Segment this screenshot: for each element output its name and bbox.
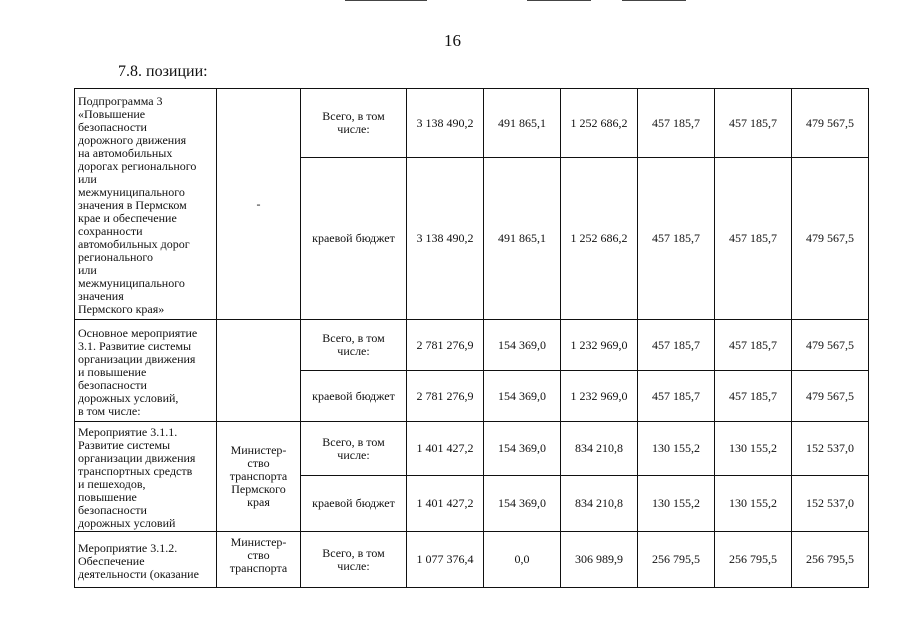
budget-table xyxy=(74,88,869,588)
activity-name-cell: Мероприятие 3.1.1. Развитие системы организации движения транспортных средств и пешеходов, повышение безопасности дорожных условий xyxy=(75,422,217,532)
amount-cell: 1 232 969,0 xyxy=(561,371,638,422)
table-row xyxy=(75,89,869,158)
amount-cell: 130 155,2 xyxy=(715,476,792,532)
amount-cell: 2 781 276,9 xyxy=(407,371,484,422)
amount-cell: 256 795,5 xyxy=(792,532,869,588)
amount-cell: 457 185,7 xyxy=(715,158,792,320)
amount-cell: 256 795,5 xyxy=(638,532,715,588)
amount-cell: 154 369,0 xyxy=(484,320,561,371)
table-row xyxy=(75,320,869,371)
top-rule xyxy=(345,0,427,1)
table-row xyxy=(75,422,869,476)
table-row xyxy=(75,532,869,588)
amount-cell: 3 138 490,2 xyxy=(407,89,484,158)
amount-cell: 0,0 xyxy=(484,532,561,588)
amount-cell: 1 232 969,0 xyxy=(561,320,638,371)
amount-cell: 1 401 427,2 xyxy=(407,422,484,476)
top-rule xyxy=(622,0,686,1)
amount-cell: 3 138 490,2 xyxy=(407,158,484,320)
amount-cell: 2 781 276,9 xyxy=(407,320,484,371)
amount-cell: 457 185,7 xyxy=(638,89,715,158)
activity-name-cell: Мероприятие 3.1.2. Обеспечение деятельности (оказание xyxy=(75,532,217,588)
amount-cell: 154 369,0 xyxy=(484,476,561,532)
section-heading: 7.8. позиции: xyxy=(118,63,208,80)
amount-cell: 457 185,7 xyxy=(715,89,792,158)
amount-cell: 457 185,7 xyxy=(638,320,715,371)
funding-source-cell: краевой бюджет xyxy=(301,158,407,320)
amount-cell: 479 567,5 xyxy=(792,371,869,422)
amount-cell: 479 567,5 xyxy=(792,320,869,371)
funding-source-cell: Всего, в том числе: xyxy=(301,320,407,371)
amount-cell: 152 537,0 xyxy=(792,422,869,476)
amount-cell: 154 369,0 xyxy=(484,422,561,476)
executor-cell: Министер- ство транспорта Пермского края xyxy=(217,422,301,532)
amount-cell: 457 185,7 xyxy=(715,320,792,371)
amount-cell: 457 185,7 xyxy=(715,371,792,422)
amount-cell: 130 155,2 xyxy=(715,422,792,476)
amount-cell: 491 865,1 xyxy=(484,89,561,158)
amount-cell: 1 401 427,2 xyxy=(407,476,484,532)
amount-cell: 457 185,7 xyxy=(638,158,715,320)
funding-source-cell: Всего, в том числе: xyxy=(301,422,407,476)
amount-cell: 491 865,1 xyxy=(484,158,561,320)
program-name-cell: Подпрограмма 3 «Повышение безопасности дорожного движения на автомобильных дорогах регионального или межмуниципального значения в Пермском крае и обеспечение сохранности автомобильных дорог регионального или межмуниципального значения Пермского края» xyxy=(75,89,217,320)
top-rule xyxy=(527,0,591,1)
amount-cell: 834 210,8 xyxy=(561,422,638,476)
funding-source-cell: краевой бюджет xyxy=(301,371,407,422)
page-number: 16 xyxy=(444,31,461,50)
executor-cell: Министер- ство транспорта xyxy=(217,532,301,588)
executor-cell: - xyxy=(217,89,301,320)
activity-name-cell: Основное мероприятие 3.1. Развитие системы организации движения и повышение безопасности дорожных условий, в том числе: xyxy=(75,320,217,422)
executor-cell xyxy=(217,320,301,422)
funding-source-cell: Всего, в том числе: xyxy=(301,532,407,588)
amount-cell: 256 795,5 xyxy=(715,532,792,588)
amount-cell: 834 210,8 xyxy=(561,476,638,532)
amount-cell: 1 077 376,4 xyxy=(407,532,484,588)
amount-cell: 154 369,0 xyxy=(484,371,561,422)
funding-source-cell: краевой бюджет xyxy=(301,476,407,532)
amount-cell: 152 537,0 xyxy=(792,476,869,532)
amount-cell: 1 252 686,2 xyxy=(561,89,638,158)
amount-cell: 306 989,9 xyxy=(561,532,638,588)
amount-cell: 479 567,5 xyxy=(792,158,869,320)
amount-cell: 130 155,2 xyxy=(638,422,715,476)
amount-cell: 457 185,7 xyxy=(638,371,715,422)
amount-cell: 479 567,5 xyxy=(792,89,869,158)
funding-source-cell: Всего, в том числе: xyxy=(301,89,407,158)
amount-cell: 130 155,2 xyxy=(638,476,715,532)
amount-cell: 1 252 686,2 xyxy=(561,158,638,320)
